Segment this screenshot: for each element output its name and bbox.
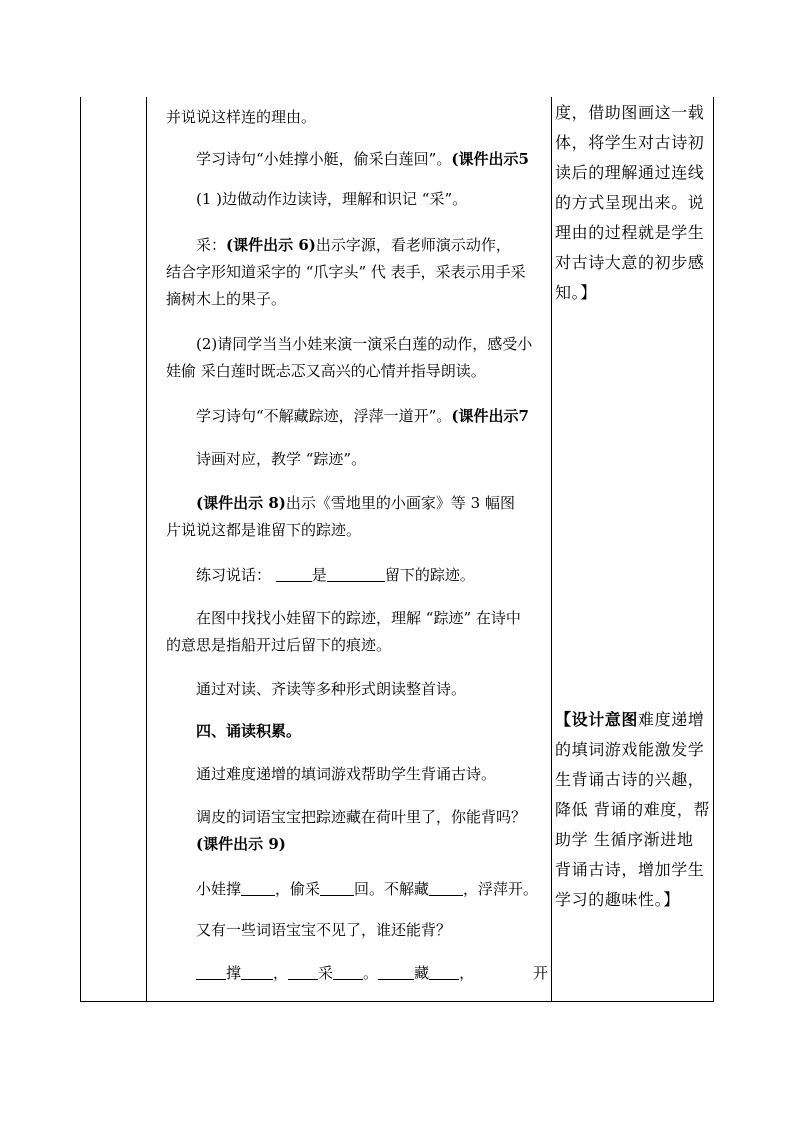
side-note-line-7	[555, 280, 715, 306]
design-intent-heading	[555, 707, 715, 733]
fill-blank	[378, 965, 414, 980]
text: 练习说话：	[196, 566, 272, 584]
paragraph-step-2-line-2	[166, 358, 486, 384]
text: 小娃撑	[196, 880, 242, 898]
paragraph-trace-line-2	[166, 632, 391, 658]
fill-blank	[333, 965, 363, 980]
text: (1 )边做动作边读诗，理解和识记 “采”。	[196, 190, 468, 208]
paragraph-cai-line-3	[166, 286, 286, 312]
design-intent-line-3	[555, 767, 715, 793]
text: 学习诗句“不解藏踪迹，浮萍一道开”。	[196, 407, 452, 425]
heading-text: 四、诵读积累。	[196, 722, 302, 740]
paragraph-read-poem	[196, 676, 466, 702]
text: 调皮的词语宝宝把踪迹藏在荷叶里了，你能背吗？	[196, 808, 527, 826]
side-note-line-5	[555, 220, 715, 246]
fill-blank	[429, 965, 459, 980]
text: 知。】	[555, 283, 597, 302]
table-border-bottom	[80, 1001, 714, 1002]
fill-blank	[241, 881, 275, 896]
paragraph-fill-game	[196, 761, 496, 787]
text: ，偷采	[275, 880, 321, 898]
text: 通过对读、齐读等多种形式朗读整首诗。	[196, 680, 467, 698]
paragraph-show-images	[196, 490, 515, 516]
fill-blank	[288, 965, 318, 980]
fill-blank	[196, 965, 226, 980]
paragraph-fill-line-1	[196, 876, 538, 902]
text: 回。不解藏	[354, 880, 430, 898]
text: 难度递增	[638, 710, 705, 729]
text: 出示《雪地里的小画家》等 3 幅图	[285, 494, 515, 512]
text: 并说说这样连的理由。	[166, 108, 317, 126]
paragraph-learn-line-1	[196, 146, 529, 172]
text: 的意思是指船开过后留下的痕迹。	[166, 636, 392, 654]
table-divider-1	[146, 97, 147, 1002]
text: 摘树木上的果子。	[166, 290, 287, 308]
fill-blank	[276, 567, 312, 582]
text: 度，借助图画这一载	[555, 103, 705, 122]
paragraph-word-baby-line-1	[196, 804, 526, 830]
section-heading	[196, 718, 301, 744]
paragraph-poem-image	[196, 446, 366, 472]
side-note-line-3	[555, 160, 715, 186]
text: 生背诵古诗的兴趣，	[555, 770, 705, 789]
text: 助学 生循序渐进地	[555, 830, 694, 849]
text: 学习诗句“小娃撑小艇，偷采白莲回”。	[196, 150, 452, 168]
text: 采	[318, 964, 334, 982]
design-intent-label: 【设计意图	[555, 710, 639, 729]
fill-blank	[241, 965, 273, 980]
text: 出示字源，看老师演示动作，	[315, 236, 511, 254]
fill-blank	[320, 881, 354, 896]
paragraph-cai-line-2	[166, 259, 526, 285]
text: 理由的过程就是学生	[555, 223, 705, 242]
side-note-line-1	[555, 100, 715, 126]
paragraph-fill-line-2	[196, 960, 474, 986]
text: 。	[363, 964, 379, 982]
text: 在图中找找小娃留下的踪迹，理解 “踪迹” 在诗中	[196, 609, 521, 627]
text: 的方式呈现出来。说	[555, 193, 705, 212]
text: 背诵古诗，增加学生	[555, 860, 705, 879]
text: 开	[533, 964, 549, 982]
text: 撑	[226, 964, 242, 982]
text: 是	[311, 566, 327, 584]
text: 又有一些词语宝宝不见了，谁还能背？	[196, 921, 452, 939]
paragraph-cai-explain	[196, 232, 511, 258]
design-intent-line-6	[555, 857, 715, 883]
design-intent-line-5	[555, 827, 715, 853]
paragraph-show-images-line-2	[166, 517, 361, 543]
paragraph-step-1	[196, 186, 467, 212]
design-intent-line-7	[555, 887, 715, 913]
paragraph-speaking-practice	[196, 562, 475, 588]
text: 结合字形知道采字的 “爪字头” 代 表手，采表示用手采	[166, 263, 526, 281]
paragraph-trace-line-1	[196, 605, 521, 631]
text: 娃偷 采白莲时既忐忑又高兴的心情并指导朗读。	[166, 362, 486, 380]
paragraph-more-words	[196, 917, 451, 943]
text: 的填词游戏能激发学	[555, 740, 705, 759]
text: ，	[273, 964, 289, 982]
paragraph-word-baby-line-2	[196, 831, 286, 857]
fill-line-end	[533, 960, 548, 986]
text: 藏	[414, 964, 430, 982]
text: 通过难度递增的填词游戏帮助学生背诵古诗。	[196, 765, 497, 783]
text: 诗画对应，教学 “踪迹”。	[196, 450, 367, 468]
text: 降低 背诵的难度，帮	[555, 800, 711, 819]
courseware-note: (课件出示 9)	[196, 835, 286, 853]
text: 留下的踪迹。	[384, 566, 475, 584]
courseware-note: (课件出示5	[451, 150, 529, 168]
side-note-line-6	[555, 250, 715, 276]
text: 读后的理解通过连线	[555, 163, 705, 182]
paragraph-step-2-line-1	[196, 331, 532, 357]
text: 体，将学生对古诗初	[555, 133, 705, 152]
text: ，浮萍开。	[463, 880, 539, 898]
courseware-note: (课件出示 6)	[226, 236, 316, 254]
paragraph-reason	[166, 104, 316, 130]
text: 片说说这都是谁留下的踪迹。	[166, 521, 362, 539]
courseware-note: (课件出示 8)	[196, 494, 286, 512]
fill-blank	[429, 881, 463, 896]
design-intent-line-2	[555, 737, 715, 763]
text: ，	[459, 964, 475, 982]
courseware-note: (课件出示7	[451, 407, 529, 425]
text: 采：	[196, 236, 227, 254]
text: 对古诗大意的初步感	[555, 253, 705, 272]
side-note-line-2	[555, 130, 715, 156]
text: 学习的趣味性。】	[555, 890, 680, 909]
design-intent-line-4	[555, 797, 715, 823]
table-border-left	[80, 97, 81, 1002]
text: (2)请同学当当小娃来演一演采白莲的动作，感受小	[196, 335, 533, 353]
side-note-line-4	[555, 190, 715, 216]
fill-blank	[327, 567, 385, 582]
table-divider-2	[551, 97, 552, 1002]
paragraph-learn-line-2	[196, 403, 529, 429]
